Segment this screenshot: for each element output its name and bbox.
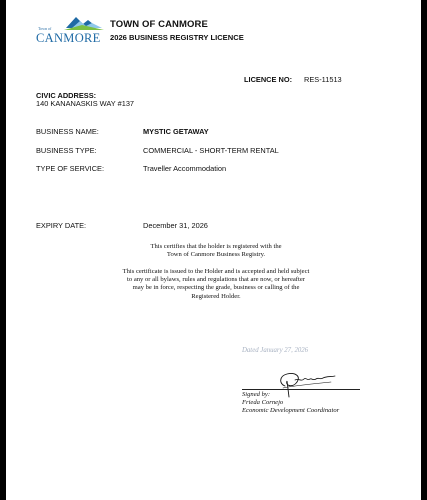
signer-title: Economic Development Coordinator: [242, 407, 340, 414]
signed-by-label: Signed by:: [242, 391, 271, 398]
header-subtitle: 2026 BUSINESS REGISTRY LICENCE: [110, 33, 244, 42]
type-of-service-label: TYPE OF SERVICE:: [36, 164, 105, 173]
terms-line: This certificate is issued to the Holder and is accepted and held subject: [122, 268, 310, 275]
licence-number-value: RES-11513: [304, 75, 342, 84]
expiry-date-label: EXPIRY DATE:: [36, 221, 87, 230]
terms-line: to any or all bylaws, rules and regulations that are now, or hereafter: [127, 276, 305, 284]
type-of-service-value: Traveller Accommodation: [143, 164, 227, 173]
terms-line: may be in force, respecting the grade, business or calling of the: [132, 284, 300, 292]
signer-name: Frieda Cornejo: [242, 399, 284, 406]
civic-address-value: 140 KANANASKIS WAY #137: [36, 99, 135, 108]
certification-statement: [66, 243, 366, 259]
expiry-date-value: December 31, 2026: [143, 221, 208, 230]
dated-text: Dated January 27, 2026: [242, 347, 309, 354]
signature-line: [242, 389, 360, 390]
terms-statement: [66, 268, 366, 301]
handwritten-signature: [271, 364, 341, 398]
business-name-value: MYSTIC GETAWAY: [143, 127, 209, 136]
terms-line: Registered Holder.: [191, 292, 241, 300]
certification-line: This certifies that the holder is registered with the: [150, 243, 282, 250]
business-type-value: COMMERCIAL - SHORT-TERM RENTAL: [143, 146, 279, 155]
civic-address-label: CIVIC ADDRESS:: [36, 91, 97, 100]
business-type-label: BUSINESS TYPE:: [36, 146, 97, 155]
licence-number-label: LICENCE NO:: [244, 75, 293, 84]
business-name-label: BUSINESS NAME:: [36, 127, 99, 136]
canmore-logo: [36, 14, 108, 44]
certification-line: Town of Canmore Business Registry.: [166, 251, 266, 259]
licence-document: [6, 0, 421, 500]
logo-wordmark: CANMORE: [36, 31, 101, 45]
header-title: TOWN OF CANMORE: [110, 19, 208, 30]
logo-small-text: Town of: [38, 26, 52, 31]
